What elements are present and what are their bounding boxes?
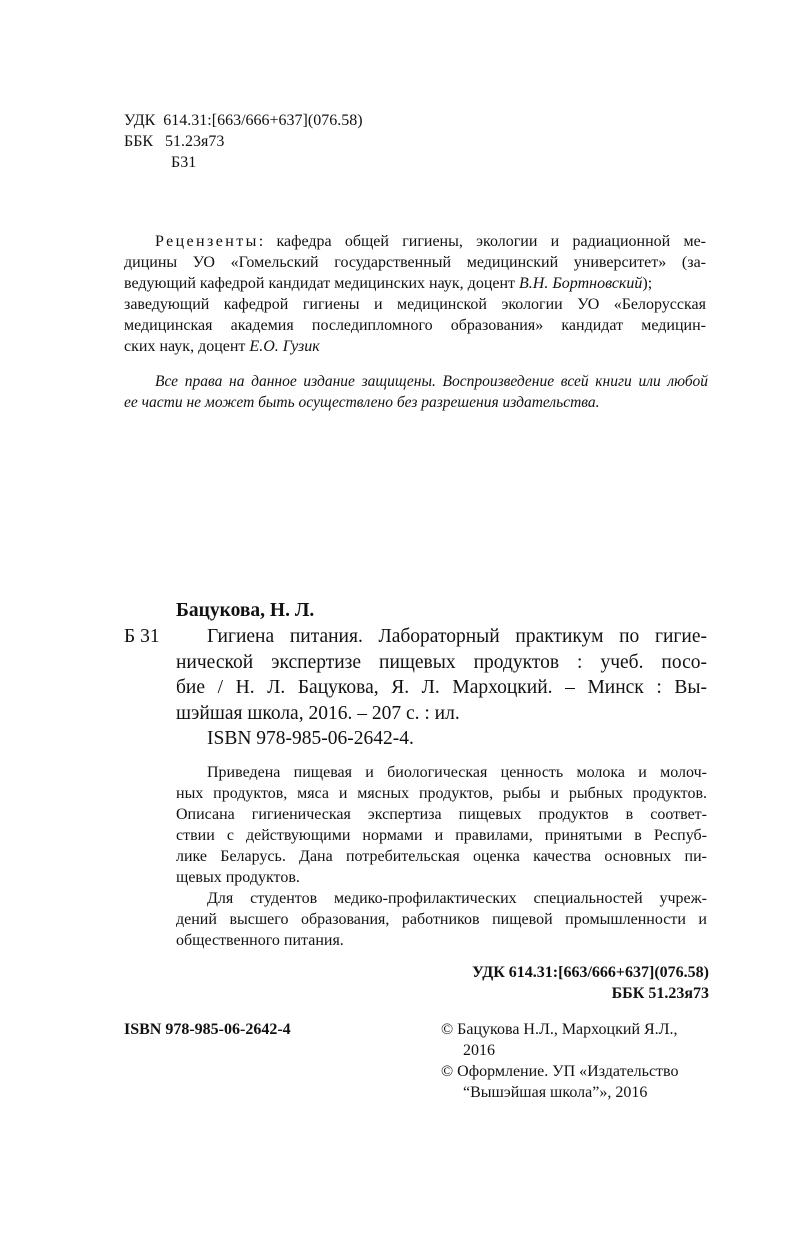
udk-line xyxy=(124,110,363,131)
classification-block xyxy=(124,110,363,173)
annotation-p1-line-1: Приведена пищевая и биологическая ценность молока и молоч- xyxy=(207,764,707,781)
annotation-p1-line-5: лике Беларусь. Дана потребительская оценка качества основных пи- xyxy=(176,848,707,865)
copyright-1-line-2: 2016 xyxy=(463,1042,495,1059)
reviewers-line-4: заведующий кафедрой гигиены и медицинской экологии УО «Белорусская xyxy=(124,296,706,313)
bib-line-3: бие / Н. Л. Бацукова, Я. Л. Мархоцкий. – Минск : Вы- xyxy=(176,677,707,698)
reviewers-line-3: ведующий кафедрой кандидат медицинских наук, доцент В.Н. Бортновский); xyxy=(124,275,653,292)
bbk-line xyxy=(124,131,363,152)
bib-line-1: Гигиена питания. Лабораторный практикум по гигие- xyxy=(207,626,707,647)
rights-notice xyxy=(124,371,708,413)
bbk-value: 51.23я73 xyxy=(165,133,225,150)
bib-record xyxy=(176,624,707,752)
udk-value: 614.31:[663/666+637](076.58) xyxy=(163,112,363,129)
reviewers-block xyxy=(124,231,706,357)
annotation-p1-line-6: щевых продуктов. xyxy=(176,869,300,886)
bib-isbn: ISBN 978-985-06-2642-4. xyxy=(207,728,414,749)
reviewer-name-2: Е.О. Гузик xyxy=(249,338,320,355)
annotation-p1-line-4: ствии с действующими нормами и правилами, принятыми в Респуб- xyxy=(176,827,707,844)
reviewers-line-1: Рецензенты: кафедра общей гигиены, экологии и радиационной ме- xyxy=(155,233,706,250)
reviewers-label: Рецензенты xyxy=(155,233,259,250)
footer-isbn: ISBN 978-985-06-2642-4 xyxy=(124,1021,291,1038)
bib-line-2: нической экспертизе пищевых продуктов : учеб. посо- xyxy=(176,651,707,673)
reviewers-line-6: ских наук, доцент Е.О. Гузик xyxy=(124,338,320,355)
annotation-p2-line-2: дений высшего образования, работников пищевой промышленности и xyxy=(176,911,707,928)
udk-label: УДК xyxy=(124,112,156,129)
bbk-label: ББК xyxy=(124,133,154,150)
copyright-1-line-1: © Бацукова Н.Л., Мархоцкий Я.Л., xyxy=(441,1021,678,1038)
bib-author: Бацукова, Н. Л. xyxy=(176,600,315,621)
annotation-p2-line-3: общественного питания. xyxy=(176,932,344,949)
bib-line-4: шэйшая школа, 2016. – 207 с. : ил. xyxy=(176,702,460,724)
rights-line-1: Все права на данное издание защищены. Воспроизведение всей книги или любой xyxy=(155,373,708,390)
annotation xyxy=(176,762,707,951)
reviewers-line-2: дицины УО «Гомельский государственный медицинский университет» (за- xyxy=(124,254,706,271)
copyright-2-line-2: “Вышэйшая школа”», 2016 xyxy=(463,1084,648,1101)
copyright-2-line-1: © Оформление. УП «Издательство xyxy=(441,1063,679,1080)
reviewer-name-1: В.Н. Бортновский xyxy=(519,275,643,292)
footer-bbk: ББК 51.23я73 xyxy=(611,985,709,1002)
bib-mark: Б 31 xyxy=(124,626,160,647)
rights-line-2: ее части не может быть осуществлено без разрешения издательства. xyxy=(124,394,600,411)
footer-udk: УДК 614.31:[663/666+637](076.58) xyxy=(472,964,709,981)
annotation-p1-line-3: Описана гигиеническая экспертиза пищевых продуктов в соответ- xyxy=(176,806,707,823)
reviewers-line-5: медицинская академия последипломного образования» кандидат медицин- xyxy=(124,317,706,334)
annotation-p1-line-2: ных продуктов, мяса и мясных продуктов, рыбы и рыбных продуктов. xyxy=(176,785,707,802)
author-mark: Б31 xyxy=(171,154,197,171)
annotation-p2-line-1: Для студентов медико-профилактических специальностей учреж- xyxy=(207,890,707,907)
copyright-block xyxy=(441,1019,678,1103)
footer-classification xyxy=(472,962,709,1004)
